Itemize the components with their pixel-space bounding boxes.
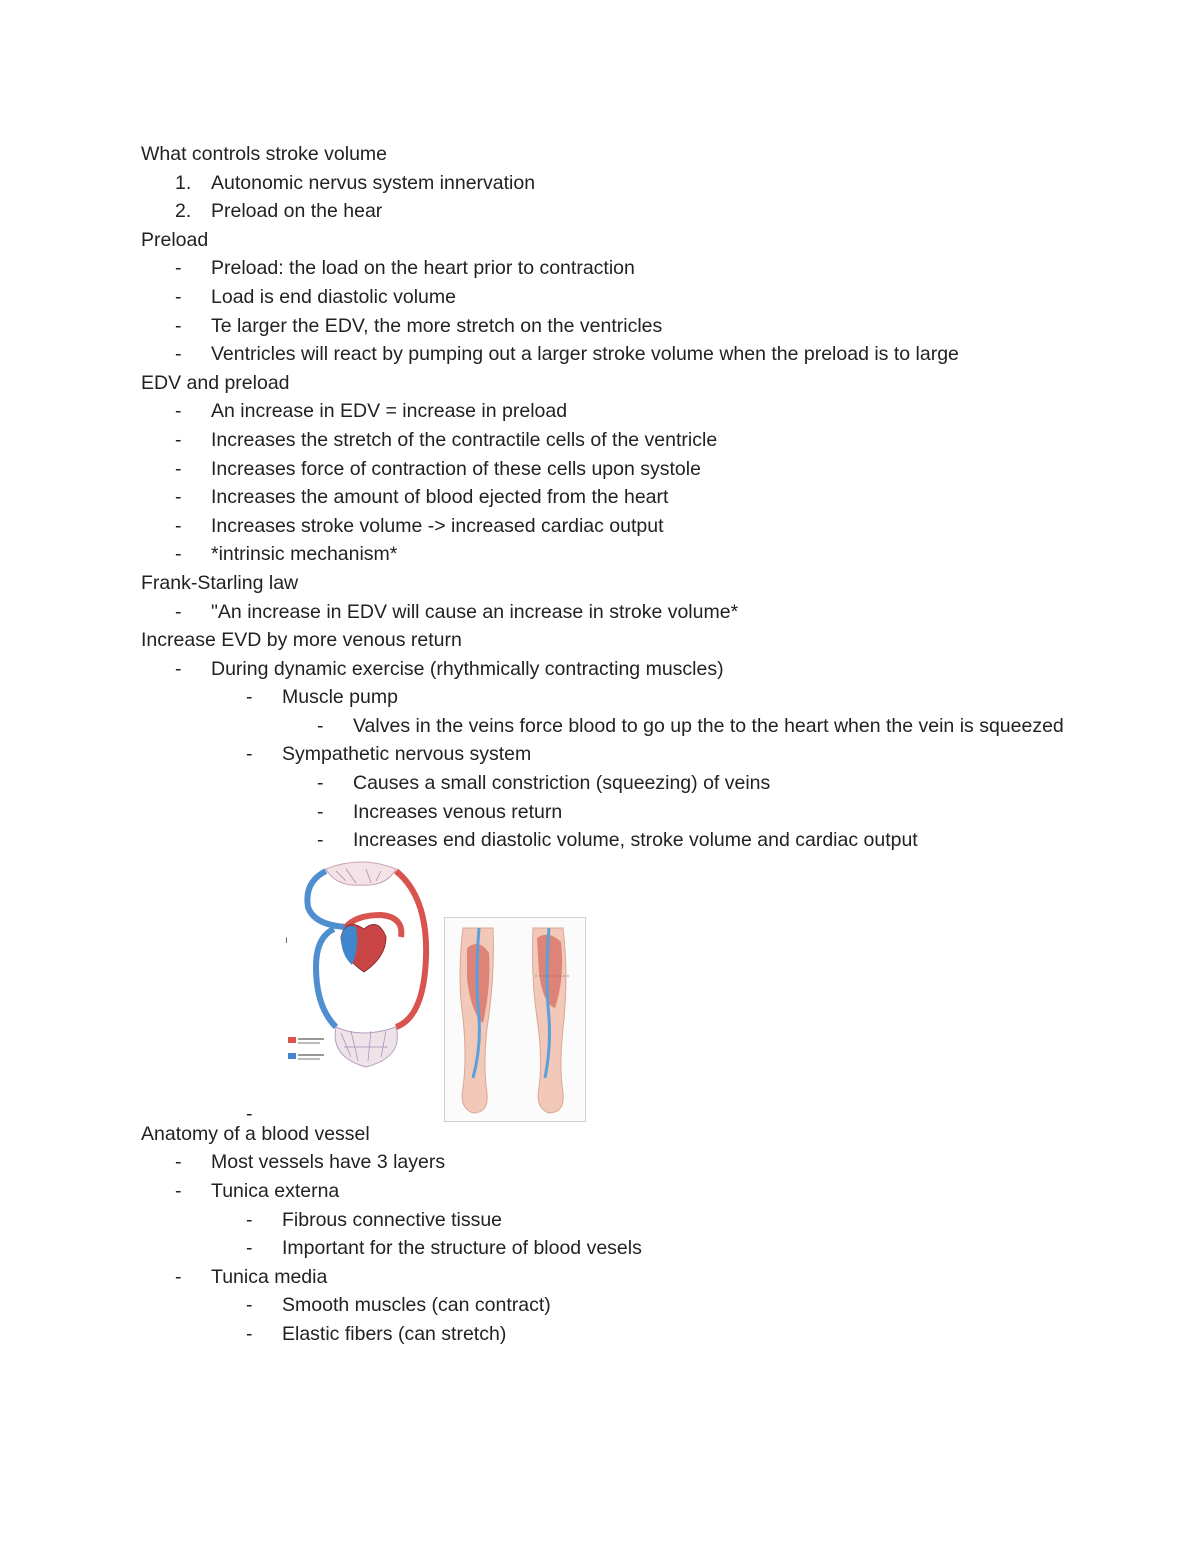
list-item-text: Muscle pump xyxy=(282,686,398,709)
figure-row xyxy=(141,855,1081,1125)
bullet-dash: - xyxy=(317,829,324,852)
list-item xyxy=(141,283,1081,312)
bullet-dash: - xyxy=(317,800,324,823)
list-item-text: Autonomic nervus system innervation xyxy=(211,171,536,194)
bullet-dash: - xyxy=(175,428,182,451)
list-item-text: "An increase in EDV will cause an increase in stroke volume* xyxy=(211,600,739,623)
list-item-text: *intrinsic mechanism* xyxy=(211,543,398,566)
list-item xyxy=(141,826,1081,855)
bullet-dash: - xyxy=(246,743,253,766)
bullet-dash: - xyxy=(175,543,182,566)
bullet-dash: - xyxy=(246,1294,253,1317)
bullet-dash: - xyxy=(246,1237,253,1260)
heading-preload: Preload xyxy=(141,228,209,251)
list-item xyxy=(141,598,1081,627)
list-item xyxy=(141,426,1081,455)
list-item-text: Tunica media xyxy=(211,1265,328,1288)
bullet-dash: - xyxy=(175,314,182,337)
list-number: 1. xyxy=(175,171,192,194)
list-item xyxy=(141,397,1081,426)
heading-edv-preload: EDV and preload xyxy=(141,371,290,394)
circulation-diagram xyxy=(286,857,436,1085)
document-body xyxy=(141,140,1081,1349)
list-item-text: Ventricles will react by pumping out a larger stroke volume when the preload is to large xyxy=(211,343,959,366)
list-item-text: Te larger the EDV, the more stretch on the ventricles xyxy=(211,314,663,337)
list-item-text: Fibrous connective tissue xyxy=(282,1208,503,1231)
heading-venous-return: Increase EVD by more venous return xyxy=(141,629,462,652)
bullet-dash: - xyxy=(175,257,182,280)
list-item xyxy=(141,483,1081,512)
bullet-dash: - xyxy=(175,285,182,308)
list-item xyxy=(141,1206,1081,1235)
list-item xyxy=(141,769,1081,798)
list-item xyxy=(141,740,1081,769)
list-item-text: Increases the stretch of the contractile cells of the ventricle xyxy=(211,428,718,451)
bullet-dash: - xyxy=(317,772,324,795)
list-item xyxy=(141,1263,1081,1292)
list-item-text: Increases the amount of blood ejected from the heart xyxy=(211,486,669,509)
list-item xyxy=(141,540,1081,569)
list-item-text: Smooth muscles (can contract) xyxy=(282,1294,551,1317)
bullet-dash: - xyxy=(246,1208,253,1231)
list-item-text: Most vessels have 3 layers xyxy=(211,1151,446,1174)
list-item xyxy=(141,197,1081,226)
list-item xyxy=(141,312,1081,341)
list-item xyxy=(141,712,1081,741)
heading-frank-starling: Frank-Starling law xyxy=(141,571,299,594)
bullet-dash: - xyxy=(175,1151,182,1174)
list-item xyxy=(141,340,1081,369)
list-item xyxy=(141,1320,1081,1349)
list-item xyxy=(141,512,1081,541)
list-item-text: Increases force of contraction of these cells upon systole xyxy=(211,457,701,480)
bullet-dash: - xyxy=(175,657,182,680)
list-item-text: During dynamic exercise (rhythmically contracting muscles) xyxy=(211,657,724,680)
list-item-text: Tunica externa xyxy=(211,1180,340,1203)
list-item-text: Increases stroke volume -> increased cardiac output xyxy=(211,514,664,537)
heading-blood-vessel: Anatomy of a blood vessel xyxy=(141,1122,370,1145)
list-item xyxy=(141,254,1081,283)
stray-mark: ı xyxy=(285,934,288,946)
list-item xyxy=(141,455,1081,484)
list-item-text: Load is end diastolic volume xyxy=(211,285,456,308)
bullet-dash: - xyxy=(175,457,182,480)
bullet-dash: - xyxy=(246,1102,253,1125)
list-number: 2. xyxy=(175,200,192,223)
bullet-dash: - xyxy=(175,343,182,366)
bullet-dash: - xyxy=(175,600,182,623)
list-item-text: Increases venous return xyxy=(353,800,563,823)
bullet-dash: - xyxy=(246,686,253,709)
list-item xyxy=(141,1291,1081,1320)
bullet-dash: - xyxy=(175,1180,182,1203)
bullet-dash: - xyxy=(175,1265,182,1288)
list-item-text: Valves in the veins force blood to go up the to the heart when the vein is squeezed xyxy=(353,714,1064,737)
list-item xyxy=(141,683,1081,712)
list-item xyxy=(141,169,1081,198)
bullet-dash: - xyxy=(317,714,324,737)
list-item xyxy=(141,1177,1081,1206)
list-item-text: Causes a small constriction (squeezing) of veins xyxy=(353,772,771,795)
list-item-text: Preload on the hear xyxy=(211,200,383,223)
list-item xyxy=(141,1234,1081,1263)
list-item xyxy=(141,655,1081,684)
list-item-text: Increases end diastolic volume, stroke volume and cardiac output xyxy=(353,829,918,852)
list-item xyxy=(141,1148,1081,1177)
bullet-dash: - xyxy=(246,1323,253,1345)
bullet-dash: - xyxy=(175,486,182,509)
list-item-text: Preload: the load on the heart prior to contraction xyxy=(211,257,635,280)
list-item-text: Sympathetic nervous system xyxy=(282,743,532,766)
list-item-text: Important for the structure of blood vesels xyxy=(282,1237,642,1260)
bullet-dash: - xyxy=(175,400,182,423)
bullet-dash: - xyxy=(175,514,182,537)
list-item-text: Elastic fibers (can stretch) xyxy=(282,1323,507,1345)
list-item-text: An increase in EDV = increase in preload xyxy=(211,400,568,423)
heading-stroke-volume: What controls stroke volume xyxy=(141,143,388,165)
leg-muscle-pump-illustration xyxy=(444,917,586,1122)
list-item xyxy=(141,798,1081,827)
